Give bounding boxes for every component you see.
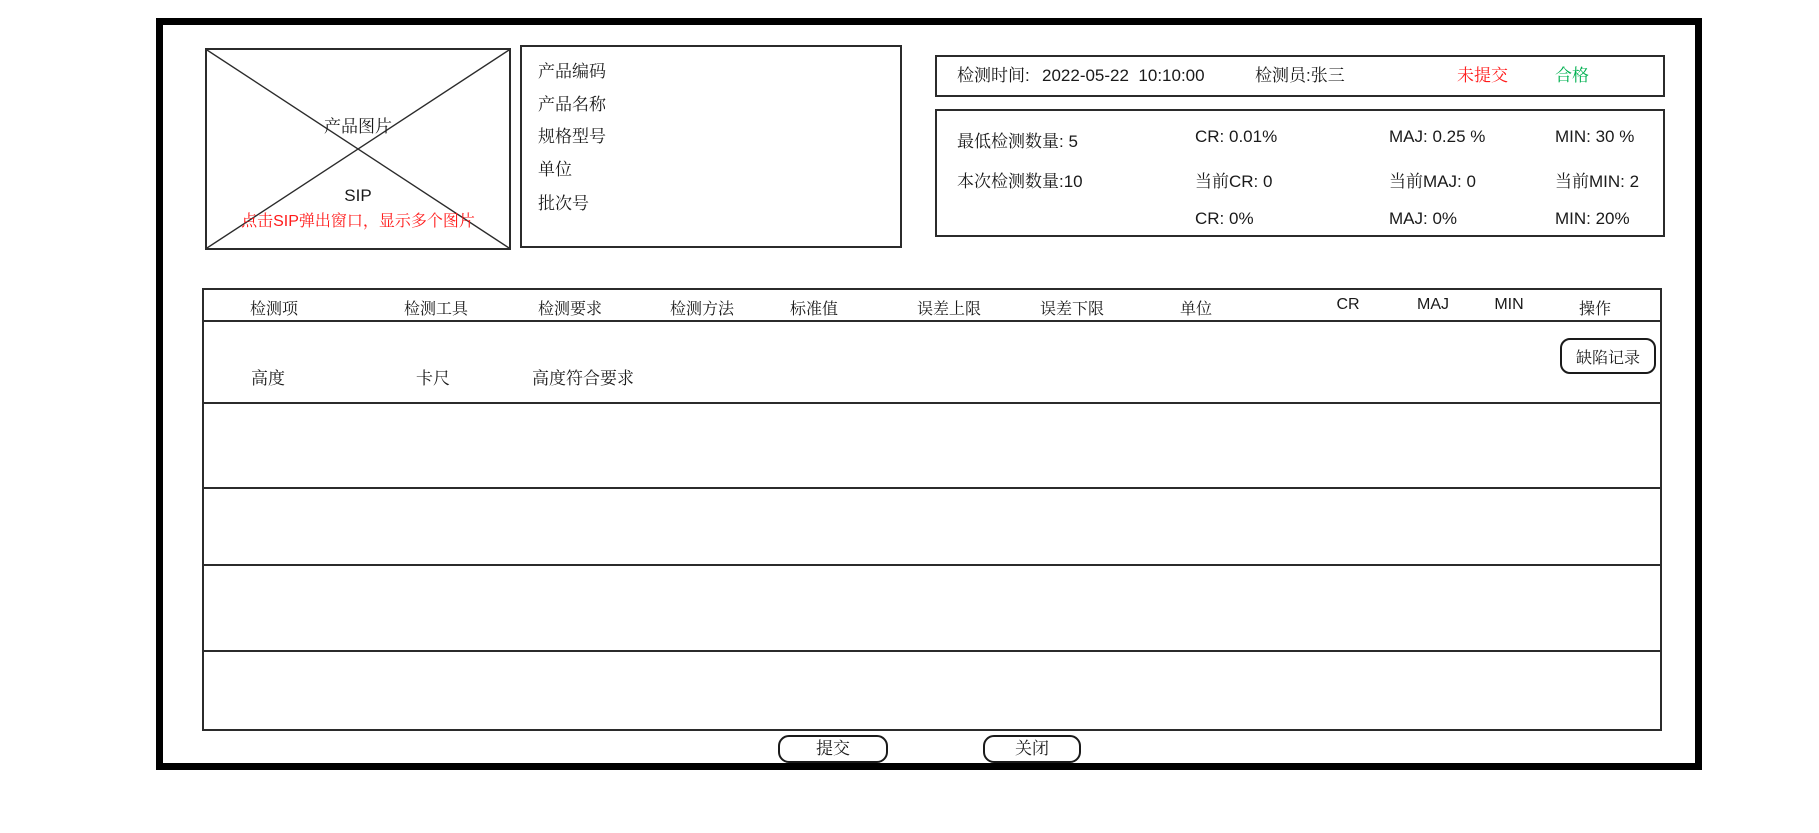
close-button[interactable]: 关闭 <box>983 735 1081 763</box>
defect-record-button[interactable]: 缺陷记录 <box>1560 338 1656 374</box>
col-header-action: 操作 <box>1578 301 1612 318</box>
min-limit: MIN: 30 % <box>1555 127 1635 146</box>
cell-item: 高度 <box>251 369 285 388</box>
inspection-items-table <box>202 288 1662 731</box>
cr-limit: CR: 0.01% <box>1195 127 1278 146</box>
col-header-tool: 检测工具 <box>403 301 469 318</box>
col-header-maj: MAJ <box>1417 296 1449 313</box>
current-min: 当前MIN: 2 <box>1555 172 1640 191</box>
col-header-lower-limit: 误差下限 <box>1039 301 1105 318</box>
col-header-method: 检测方法 <box>669 301 735 318</box>
min-rate: MIN: 20% <box>1555 209 1630 228</box>
cell-tool: 卡尺 <box>416 369 450 388</box>
result-status-badge: 合格 <box>1555 66 1589 85</box>
cell-requirement: 高度符合要求 <box>532 369 634 388</box>
col-header-upper-limit: 误差上限 <box>916 301 982 318</box>
col-header-unit: 单位 <box>1179 301 1213 318</box>
inspection-info-bar <box>935 55 1665 97</box>
current-cr: 当前CR: 0 <box>1195 172 1273 191</box>
col-header-standard: 标准值 <box>789 301 839 318</box>
sip-hint-text: 点击SIP弹出窗口，显示多个图片 <box>241 213 475 230</box>
table-row-empty <box>204 566 1660 652</box>
product-image-placeholder <box>205 48 511 250</box>
spec-model-label: 规格型号 <box>538 127 606 146</box>
product-code-label: 产品编码 <box>538 62 606 81</box>
table-row-empty <box>204 652 1660 729</box>
current-maj: 当前MAJ: 0 <box>1389 172 1476 191</box>
col-header-cr: CR <box>1336 296 1360 313</box>
table-row <box>204 322 1660 404</box>
inspection-time-label: 检测时间: <box>957 66 1030 85</box>
sip-link[interactable]: SIP <box>344 186 372 205</box>
maj-limit: MAJ: 0.25 % <box>1389 127 1486 146</box>
product-name-label: 产品名称 <box>538 95 606 114</box>
submit-button[interactable]: 提交 <box>778 735 888 763</box>
unit-label: 单位 <box>538 160 572 179</box>
current-sample-count: 本次检测数量:10 <box>957 172 1083 191</box>
inspection-stats-panel <box>935 109 1665 237</box>
table-row-empty <box>204 404 1660 489</box>
maj-rate: MAJ: 0% <box>1389 209 1458 228</box>
table-row-empty <box>204 489 1660 566</box>
inspector-name: 检测员:张三 <box>1255 66 1345 85</box>
cr-rate: CR: 0% <box>1195 209 1254 228</box>
inspection-time-value: 2022-05-22 10:10:00 <box>1042 66 1205 85</box>
col-header-min: MIN <box>1494 296 1524 313</box>
table-header-row <box>204 290 1660 322</box>
batch-number-label: 批次号 <box>538 194 589 213</box>
col-header-item: 检测项 <box>249 301 299 318</box>
product-form-panel <box>520 45 902 248</box>
col-header-requirement: 检测要求 <box>537 301 603 318</box>
product-image-label: 产品图片 <box>324 117 392 136</box>
submit-status-badge: 未提交 <box>1457 66 1508 85</box>
min-sample-count: 最低检测数量: 5 <box>957 132 1078 151</box>
